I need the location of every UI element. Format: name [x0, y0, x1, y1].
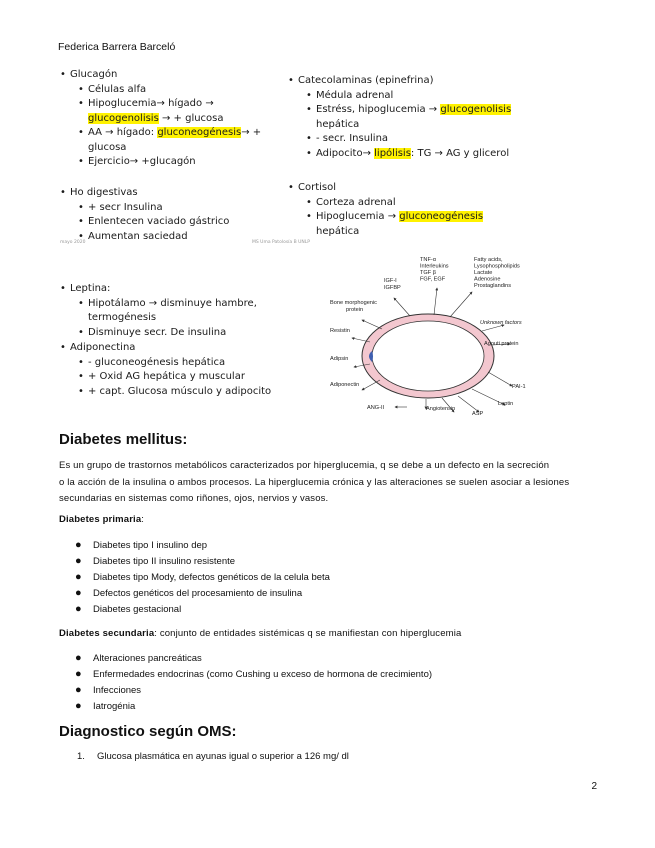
ho-digestivas-title: • Ho digestivas — [60, 186, 270, 201]
label-angiotensin: Angiotensin — [426, 406, 456, 412]
cortisol-item: • Hipoglucemia → gluconeogénesis hepática — [288, 210, 518, 239]
adiponectina-item: • + Oxid AG hepática y muscular — [60, 370, 320, 385]
slide-leptina — [60, 282, 320, 399]
slide-catecolaminas — [288, 74, 518, 161]
glucagon-item: • Ejercicio→ +glucagón — [60, 155, 270, 170]
adiponectina-item: • - gluconeogénesis hepática — [60, 356, 320, 371]
catecolaminas-item: • Estréss, hipoglucemia → glucogenolisis hepática — [288, 103, 518, 132]
label-agouti: Agouti protein — [484, 341, 519, 347]
label-protein: protein — [346, 307, 364, 313]
highlight: gluconeogénesis — [399, 211, 484, 222]
slide-cortisol — [288, 181, 518, 239]
catecolaminas-title: • Catecolaminas (epinefrina) — [288, 74, 518, 89]
highlight: glucogenolisis — [440, 104, 512, 115]
label-resistin: Resistin — [330, 328, 350, 334]
slide-footer-source: MS Uma Patolosía B UNLP — [252, 240, 311, 245]
heading-diagnostico-oms: Diagnostico según OMS: — [59, 723, 237, 740]
glucagon-item: • Células alfa — [60, 83, 270, 98]
catecolaminas-item: • Médula adrenal — [288, 89, 518, 104]
label-lactate: Lactate — [474, 270, 493, 276]
label-tnf: TNF-α — [420, 257, 436, 263]
slide-ho-digestivas — [60, 186, 270, 244]
label-fgf: FGF, EGF — [420, 276, 446, 283]
adiponectina-title: • Adiponectina — [60, 341, 320, 356]
label-ang-ii: ANG-II — [367, 405, 385, 411]
adiponectina-item: • + capt. Glucosa músculo y adipocito — [60, 385, 320, 400]
glucagon-item: • Hipoglucemia→ hígado → glucogenolisis → + glucosa — [60, 97, 270, 126]
highlight: gluconeogénesis — [157, 127, 242, 138]
secundaria-label: Diabetes secundaria: conjunto de entidades sistémicas q se manifiestan con hiperglucemia — [59, 628, 462, 639]
cortisol-title: • Cortisol — [288, 181, 518, 196]
paragraph-line: secundarias en sistemas como riñones, ojos, nervios y vasos. — [59, 493, 329, 504]
label-adenosine: Adenosine — [474, 276, 501, 283]
leptina-title: • Leptina: — [60, 282, 320, 297]
label-adipsin: Adipsin — [330, 356, 349, 362]
leptina-item: • Disminuye secr. De insulina — [60, 326, 320, 341]
label-unknown-factors: Unknown factors — [480, 320, 522, 326]
paragraph-line: Es un grupo de trastornos metabólicos caracterizados por hiperglucemia, q se debe a un defecto en la secreción — [59, 460, 550, 471]
label-leptin: Leptin — [498, 401, 514, 407]
highlight: lipólisis — [374, 147, 411, 159]
catecolaminas-item: • - secr. Insulina — [288, 132, 518, 147]
adipocyte-diagram — [322, 252, 560, 420]
label-asp: ASP — [472, 411, 484, 417]
label-bone-morphogenic: Bone morphogenic — [330, 300, 377, 306]
label-interleukins: Interleukins — [420, 263, 449, 270]
slide-glucagon — [60, 68, 270, 170]
ho-digestivas-item: • Aumentan saciedad — [60, 230, 270, 245]
catecolaminas-item: • Adipocito→ lipólisis: TG → AG y glicerol — [288, 147, 518, 162]
label-tgf: TGF β — [420, 270, 436, 276]
primaria-label: Diabetes primaria: — [59, 514, 145, 525]
author-header: Federica Barrera Barceló — [58, 41, 176, 53]
paragraph-line: o la acción de la insulina o ambos procesos. La hiperglucemia crónica y las alteraciones se suelen asociar a lesiones — [59, 476, 570, 488]
label-igfbp: IGFBP — [384, 285, 401, 291]
slide-footer-date: mayo 2020 — [60, 240, 86, 245]
paragraph-definition — [59, 458, 604, 508]
ho-digestivas-item: • + secr Insulina — [60, 201, 270, 216]
label-fatty-acids: Fatty acids, — [474, 257, 503, 263]
label-igf: IGF-I — [384, 278, 397, 284]
cortisol-item: • Corteza adrenal — [288, 196, 518, 211]
glucagon-item: • AA → hígado: gluconeogénesis→ + glucosa — [60, 126, 270, 155]
highlight: glucogenolisis — [88, 112, 159, 124]
heading-diabetes-mellitus: Diabetes mellitus: — [59, 431, 188, 448]
label-pai: PAI-1 — [512, 384, 526, 390]
label-adiponectin: Adiponectin — [330, 382, 360, 388]
ho-digestivas-item: • Enlentecen vaciado gástrico — [60, 215, 270, 230]
leptina-item: • Hipotálamo → disminuye hambre, termogénesis — [60, 297, 320, 326]
page-number: 2 — [591, 781, 597, 792]
label-prostaglandins: Prostaglandins — [474, 283, 512, 289]
label-lysophospholipids: Lysophospholipids — [474, 263, 520, 270]
glucagon-title: • Glucagón — [60, 68, 270, 83]
